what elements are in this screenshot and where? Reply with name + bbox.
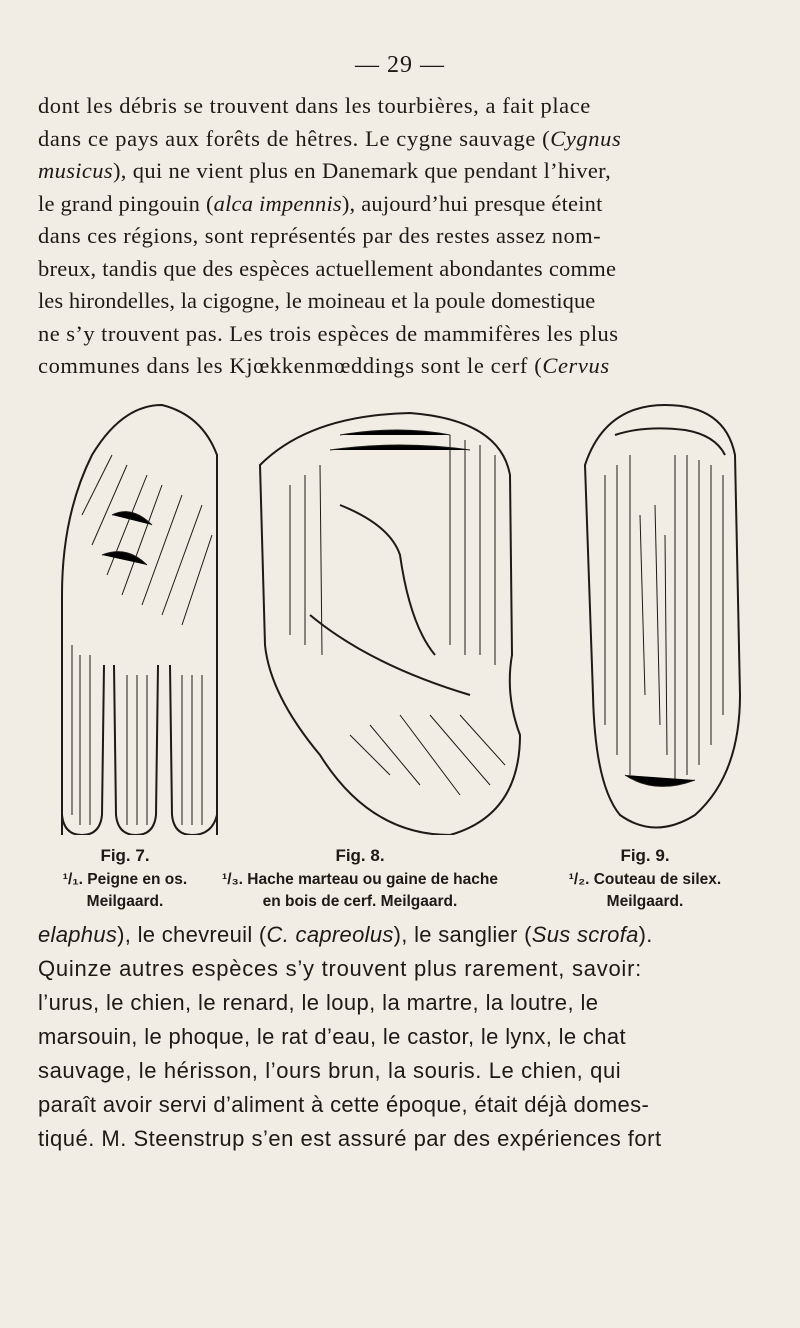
text-line: ne s’y trouvent pas. Les trois espèces de mammifères les plus <box>38 320 619 346</box>
text-line: sauvage, le hérisson, l’ours brun, la souris. Le chien, qui <box>38 1058 622 1083</box>
caption-line: Meilgaard. <box>86 893 164 910</box>
caption-line: Meilgaard. <box>606 893 684 910</box>
text-line: musicus), qui ne vient plus en Danemark que pendant l’hiver, <box>38 158 612 183</box>
flint-knife-illustration <box>575 395 755 835</box>
page-number: — 29 — <box>355 52 445 78</box>
text-line: dans ce pays aux forêts de hêtres. Le cygne sauvage (Cygnus <box>38 125 622 151</box>
text-line: dans ces régions, sont représentés par des restes assez nom- <box>38 223 602 248</box>
bone-comb-illustration <box>52 395 222 835</box>
text-line: paraît avoir servi d’aliment à cette époque, était déjà domes- <box>38 1092 650 1117</box>
fig-label: Fig. 8. <box>335 846 385 865</box>
fig-label: Fig. 7. <box>100 846 150 865</box>
top-paragraph <box>38 90 764 383</box>
text-line: communes dans les Kjœkkenmœddings sont le cerf (Cervus <box>38 353 610 378</box>
text-line: Quinze autres espèces s’y trouvent plus rarement, savoir: <box>38 956 643 981</box>
fig-8-caption <box>210 845 510 913</box>
text-line: dont les débris se trouvent dans les tourbières, a fait place <box>38 93 591 118</box>
antler-axe-illustration <box>250 395 540 835</box>
text-line: marsouin, le phoque, le rat d’eau, le castor, le lynx, le chat <box>38 1024 626 1049</box>
bottom-paragraph <box>38 918 764 1156</box>
caption-line: ¹/₂. Couteau de silex. <box>568 871 722 888</box>
text-line: l’urus, le chien, le renard, le loup, la martre, la loutre, le <box>38 990 599 1015</box>
fig-9-caption <box>540 845 750 913</box>
text-line: le grand pingouin (alca impennis), aujourd’hui presque éteint <box>38 190 603 216</box>
caption-line: en bois de cerf. Meilgaard. <box>262 893 458 910</box>
text-line: les hirondelles, la cigogne, le moineau et la poule domestique <box>38 288 596 313</box>
text-line: breux, tandis que des espèces actuellement abondantes comme <box>38 255 617 281</box>
caption-line: ¹/₁. Peigne en os. <box>62 871 188 888</box>
text-line: tiqué. M. Steenstrup s’en est assuré par des expériences fort <box>38 1126 662 1151</box>
fig-7-caption <box>40 845 210 913</box>
text-line: elaphus), le chevreuil (C. capreolus), le sanglier (Sus scrofa). <box>38 922 653 947</box>
fig-label: Fig. 9. <box>620 846 670 865</box>
figures-area <box>40 395 760 855</box>
caption-line: ¹/₃. Hache marteau ou gaine de hache <box>222 871 498 888</box>
